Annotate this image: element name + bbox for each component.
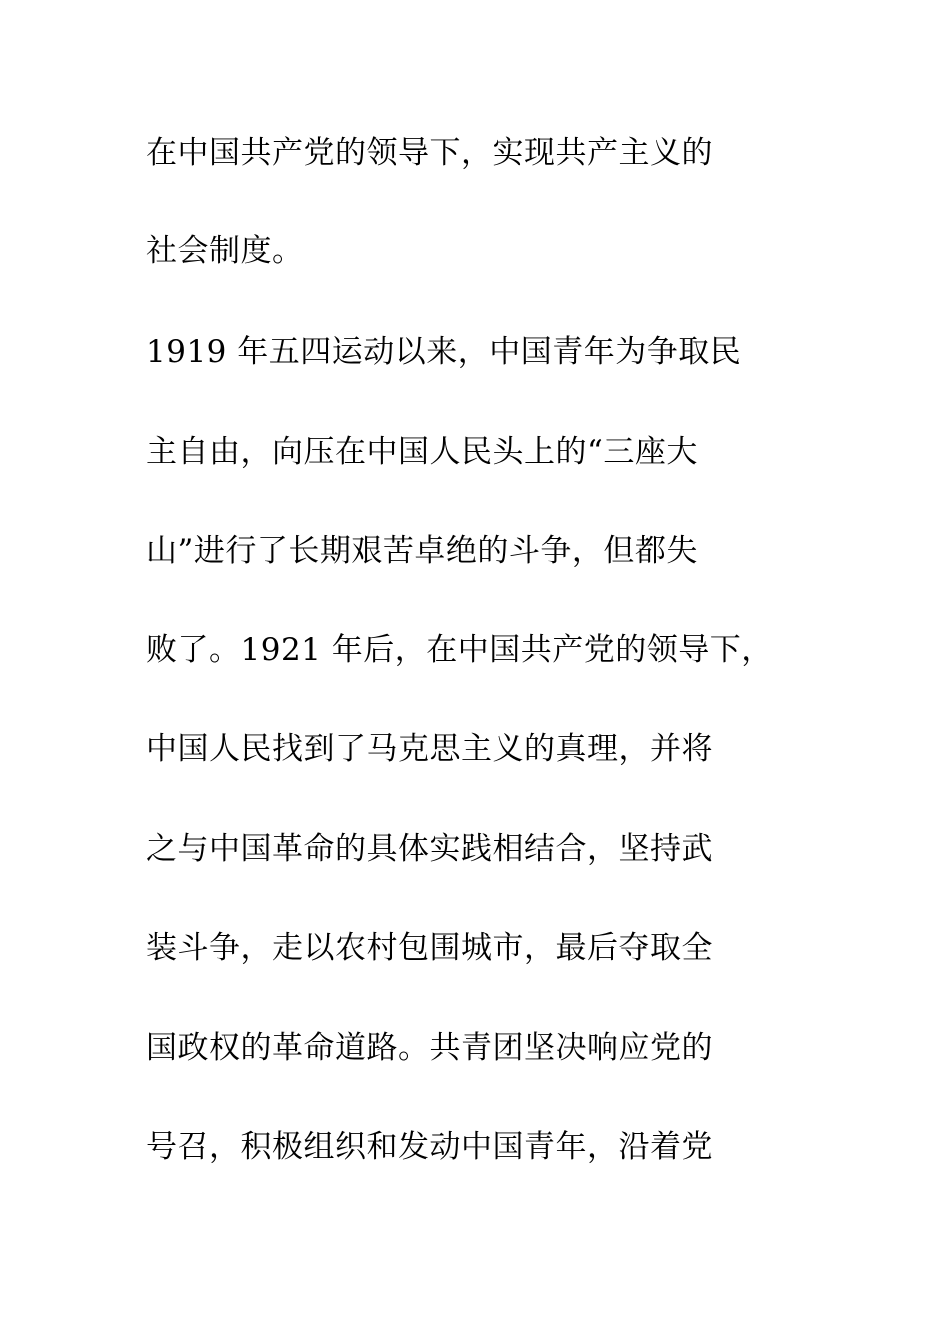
text-line: 装斗争，走以农村包围城市，最后夺取全 [146,930,713,966]
text-line: 1919 年五四运动以来，中国青年为争取民 [146,334,742,370]
text-line: 在中国共产党的领导下，实现共产主义的 [146,135,713,171]
text-line: 主自由，向压在中国人民头上的“三座大 [146,434,698,470]
text-line: 之与中国革命的具体实践相结合，坚持武 [146,831,713,867]
text-line: 社会制度。 [146,233,304,269]
text-line: 中国人民找到了马克思主义的真理，并将 [146,731,713,767]
text-line: 号召，积极组织和发动中国青年，沿着党 [146,1129,713,1165]
text-line: 败了。1921 年后，在中国共产党的领导下， [146,632,773,668]
text-line: 国政权的革命道路。共青团坚决响应党的 [146,1030,713,1066]
text-line: 山”进行了长期艰苦卓绝的斗争，但都失 [146,533,698,569]
